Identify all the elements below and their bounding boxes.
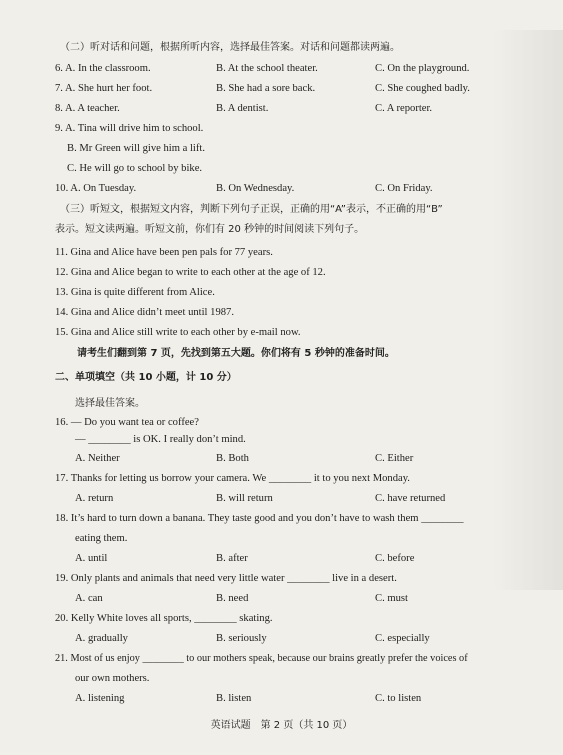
section-listening-3-heading-cont: 表示。短文读两遍。听短文前，你们有 20 秒钟的时间阅读下列句子。 [55,224,365,235]
q7-option-b: B. She had a sore back. [216,83,316,94]
section-2-heading: 二、单项填空（共 10 小题，计 10 分） [55,372,237,383]
q19-option-b: B. need [216,593,249,604]
q8-option-a: 8. A. A teacher. [55,103,120,114]
page-footer: 英语试题 第 2 页（共 10 页） [210,720,353,731]
q18-option-c: C. before [375,553,415,564]
q9-option-c: C. He will go to school by bike. [67,163,203,174]
q19-option-c: C. must [375,593,408,604]
q17-option-c: C. have returned [375,493,446,504]
q21-option-b: B. listen [216,693,252,704]
statement-12: 12. Gina and Alice began to write to each other at the age of 12. [55,267,326,278]
statement-15: 15. Gina and Alice still write to each other by e-mail now. [55,327,301,338]
q21-option-c: C. to listen [375,693,422,704]
statement-14: 14. Gina and Alice didn’t meet until 1987. [55,307,234,318]
q7-option-a: 7. A. She hurt her foot. [55,83,153,94]
q7-option-c: C. She coughed badly. [375,83,470,94]
q21-option-a: A. listening [75,693,125,704]
statement-11: 11. Gina and Alice have been pen pals for 77 years. [55,247,273,258]
q8-option-b: B. A dentist. [216,103,269,114]
q21-stem-cont: our own mothers. [75,673,150,684]
q16-stem: 16. — Do you want tea or coffee? [55,417,199,428]
q16-option-c: C. Either [375,453,414,464]
q18-option-b: B. after [216,553,248,564]
q21-stem: 21. Most of us enjoy ________ to our mothers speak, because our brains greatly prefer the voices of [55,653,468,664]
q20-option-c: C. especially [375,633,430,644]
section-listening-3-heading: （三）听短文，根据短文内容，判断下列句子正误，正确的用“A”表示，不正确的用“B” [60,204,443,215]
q20-option-a: A. gradually [75,633,128,644]
show-through-shading [493,30,563,590]
section-listening-2-heading: （二）听对话和问题，根据所听内容，选择最佳答案。对话和问题都读两遍。 [60,42,400,53]
q6-option-c: C. On the playground. [375,63,470,74]
q17-option-a: A. return [75,493,114,504]
q20-stem: 20. Kelly White loves all sports, ________ skating. [55,613,273,624]
q16-stem-cont: — ________ is OK. I really don’t mind. [75,434,246,445]
q20-option-b: B. seriously [216,633,267,644]
q10-option-b: B. On Wednesday. [216,183,295,194]
q16-option-a: A. Neither [75,453,120,464]
q18-stem-cont: eating them. [75,533,128,544]
page-turn-notice: 请考生们翻到第 7 页，先找到第五大题。你们将有 5 秒钟的准备时间。 [77,348,395,359]
q9-option-a: 9. A. Tina will drive him to school. [55,123,204,134]
q6-option-b: B. At the school theater. [216,63,318,74]
q18-stem: 18. It’s hard to turn down a banana. They taste good and you don’t have to wash them ________ [55,513,464,524]
q19-stem: 19. Only plants and animals that need very little water ________ live in a desert. [55,573,397,584]
q8-option-c: C. A reporter. [375,103,433,114]
q9-option-b: B. Mr Green will give him a lift. [67,143,205,154]
q6-option-a: 6. A. In the classroom. [55,63,151,74]
q19-option-a: A. can [75,593,103,604]
q16-option-b: B. Both [216,453,249,464]
q18-option-a: A. until [75,553,108,564]
q10-option-c: C. On Friday. [375,183,433,194]
q17-stem: 17. Thanks for letting us borrow your camera. We ________ it to you next Monday. [55,473,410,484]
section-2-instruction: 选择最佳答案。 [75,398,145,409]
q10-option-a: 10. A. On Tuesday. [55,183,137,194]
q17-option-b: B. will return [216,493,273,504]
statement-13: 13. Gina is quite different from Alice. [55,287,215,298]
